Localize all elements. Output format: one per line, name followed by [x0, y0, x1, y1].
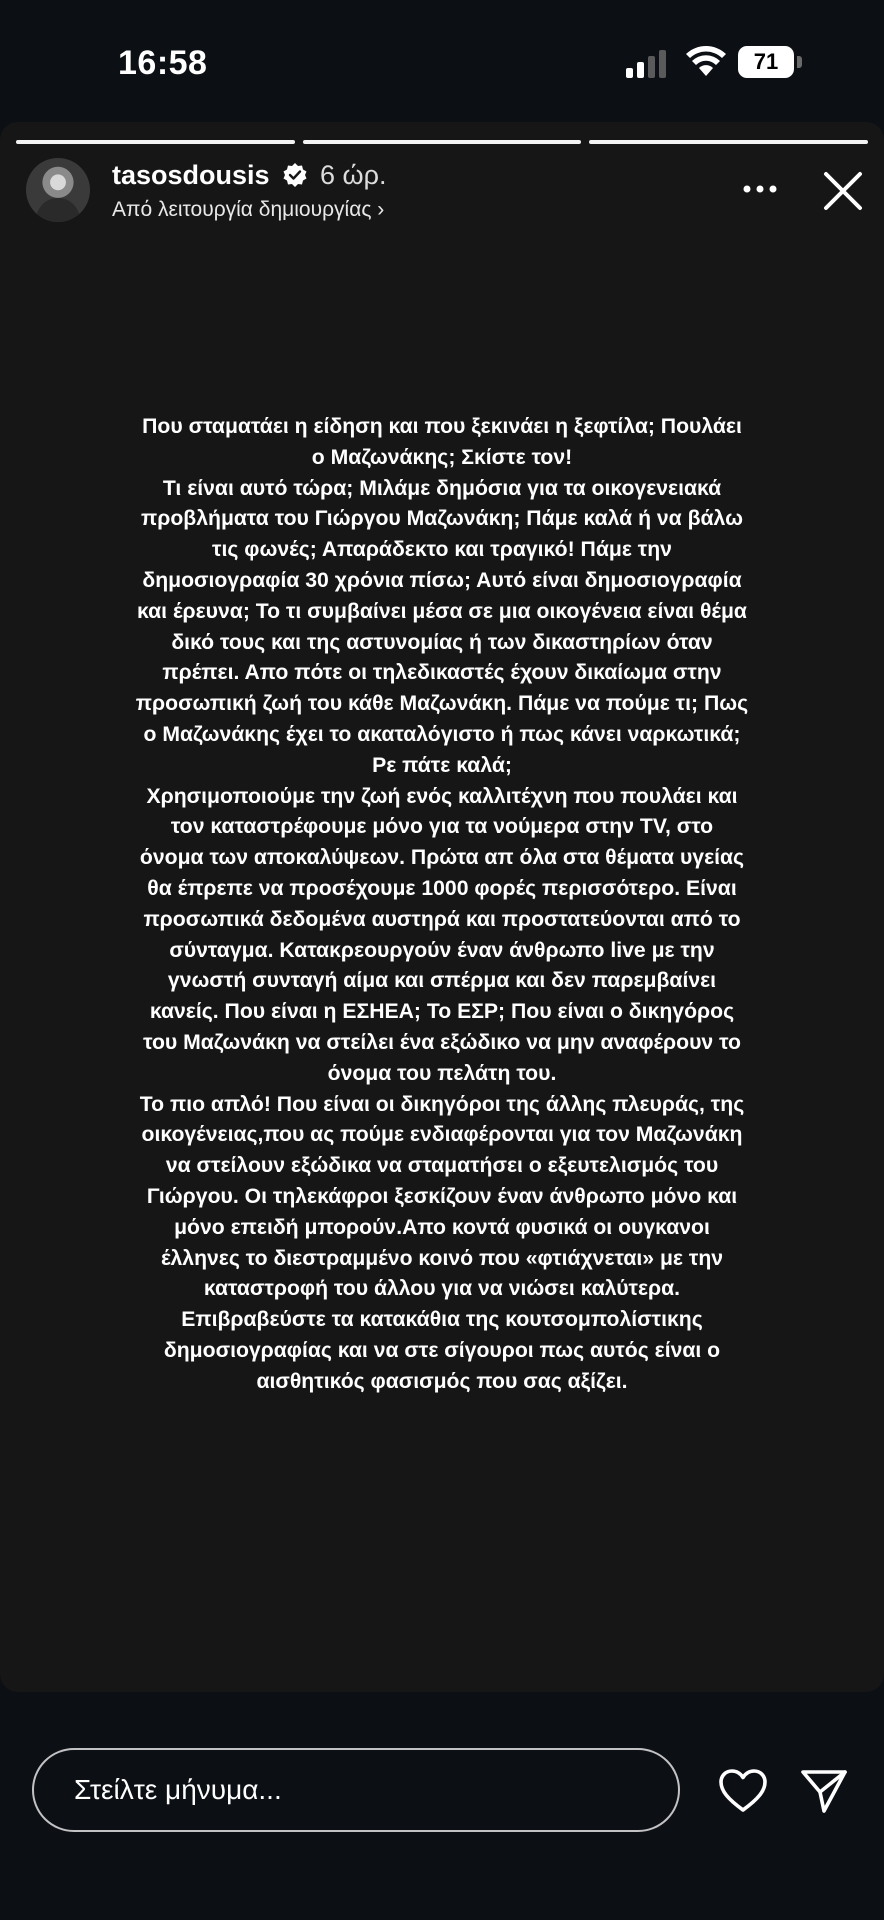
battery-tip: [797, 56, 802, 68]
story-paragraph: Χρησιμοποιούμε την ζωή ενός καλλιτέχνη που πουλάει και τον καταστρέφουμε μόνο για τα νούμερα στην TV, στο όνομα των αποκαλύψεων. Πρώτα απ όλα στα θέματα υγείας θα έπρεπε να προσέχουμε 1000 φορές περισσότερο. Είναι προσωπικά δεδομένα αυστηρά και προστατεύονται από το σύνταγμα. Κατακρεουργούν έναν άνθρωπο live με την γνωστή συνταγή αίμα και σπέρμα και δεν παρεμβαίνει κανείς. Που είναι η ΕΣΗΕΑ; Το ΕΣΡ; Που είναι ο δικηγόρος του Μαζωνάκη να στείλει ένα εξώδικο να μην αναφέρουν το όνομα του πελάτη του.: [139, 784, 745, 1085]
story-paragraph: Τι είναι αυτό τώρα; Μιλάμε δημόσια για τα οικογενειακά προβλήματα του Γιώργου Μαζωνάκη; Πάμε καλά ή να βάλω τις φωνές; Απαράδεκτο και τραγικό! Πάμε την δημοσιογραφία 30 χρόνια πίσω; Αυτό είναι δημοσιογραφία και έρευνα; Το τι συμβαίνει μέσα σε μια οικογένεια είναι θέμα δικό τους και της αστυνομίας ή των δικαστηρίων όταν πρέπει. Απο πότε οι τηλεδικαστές έχουν δικαίωμα στην προσωπική ζωή του κάθε Μαζωνάκη. Πάμε να πούμε τι; Πως ο Μαζωνάκης έχει το ακαταλόγιστο ή πως κάνει ναρκωτικά; Ρε πάτε καλά;: [135, 476, 749, 777]
send-icon[interactable]: [800, 1768, 848, 1814]
story-progress-segment: [589, 140, 868, 144]
reply-bar: [0, 1692, 884, 1920]
message-input[interactable]: [32, 1748, 680, 1832]
signal-icon: [626, 50, 670, 78]
story-progress-segment: [16, 140, 295, 144]
close-icon[interactable]: [822, 170, 864, 212]
story-progress: [16, 140, 868, 144]
battery-level: [738, 46, 794, 78]
story-viewer[interactable]: [0, 122, 884, 1692]
battery-percentage: 71: [753, 49, 779, 74]
avatar-silhouette: [36, 198, 80, 222]
status-time: 16:58: [118, 44, 208, 82]
more-icon[interactable]: [742, 182, 778, 196]
wifi-icon: [686, 46, 726, 78]
avatar[interactable]: [26, 158, 90, 222]
creation-mode-link[interactable]: Από λειτουργία δημιουργίας ›: [112, 198, 385, 221]
story-progress-segment: [303, 140, 582, 144]
status-bar: [0, 0, 884, 120]
story-header: [0, 152, 884, 232]
username[interactable]: tasosdousis: [112, 160, 270, 190]
battery-icon: [738, 46, 804, 80]
story-text: [50, 412, 834, 1398]
story-paragraph: Το πιο απλό! Που είναι οι δικηγόροι της άλλης πλευράς, της οικογένειας,που ας πούμε ενδιαφέρονται για τον Μαζωνάκη να στείλουν εξώδικα να σταματήσει ο εξευτελισμός του Γιώργου. Οι τηλεκάφροι ξεσκίζουν έναν άνθρωπο μόνο και μόνο επειδή μπορούν.Απο κοντά φυσικά οι ουγκανοι έλληνες το διεστραμμένο κοινό που «φτιάχνεται» με την καταστροφή του άλλου για να νιώσει καλύτερα. Επιβραβεύστε τα κατακάθια της κουτσομπολίστικης δημοσιογραφίας και να στε σίγουροι πως αυτός είναι ο αισθητικός φασισμός που σας αξίζει.: [139, 1092, 745, 1393]
heart-icon[interactable]: [718, 1768, 768, 1814]
story-paragraph: Που σταματάει η είδηση και που ξεκινάει η ξεφτίλα; Πουλάει ο Μαζωνάκης; Σκίστε τον!: [142, 415, 742, 469]
verified-icon: [282, 162, 308, 188]
post-time: 6 ώρ.: [320, 160, 387, 190]
